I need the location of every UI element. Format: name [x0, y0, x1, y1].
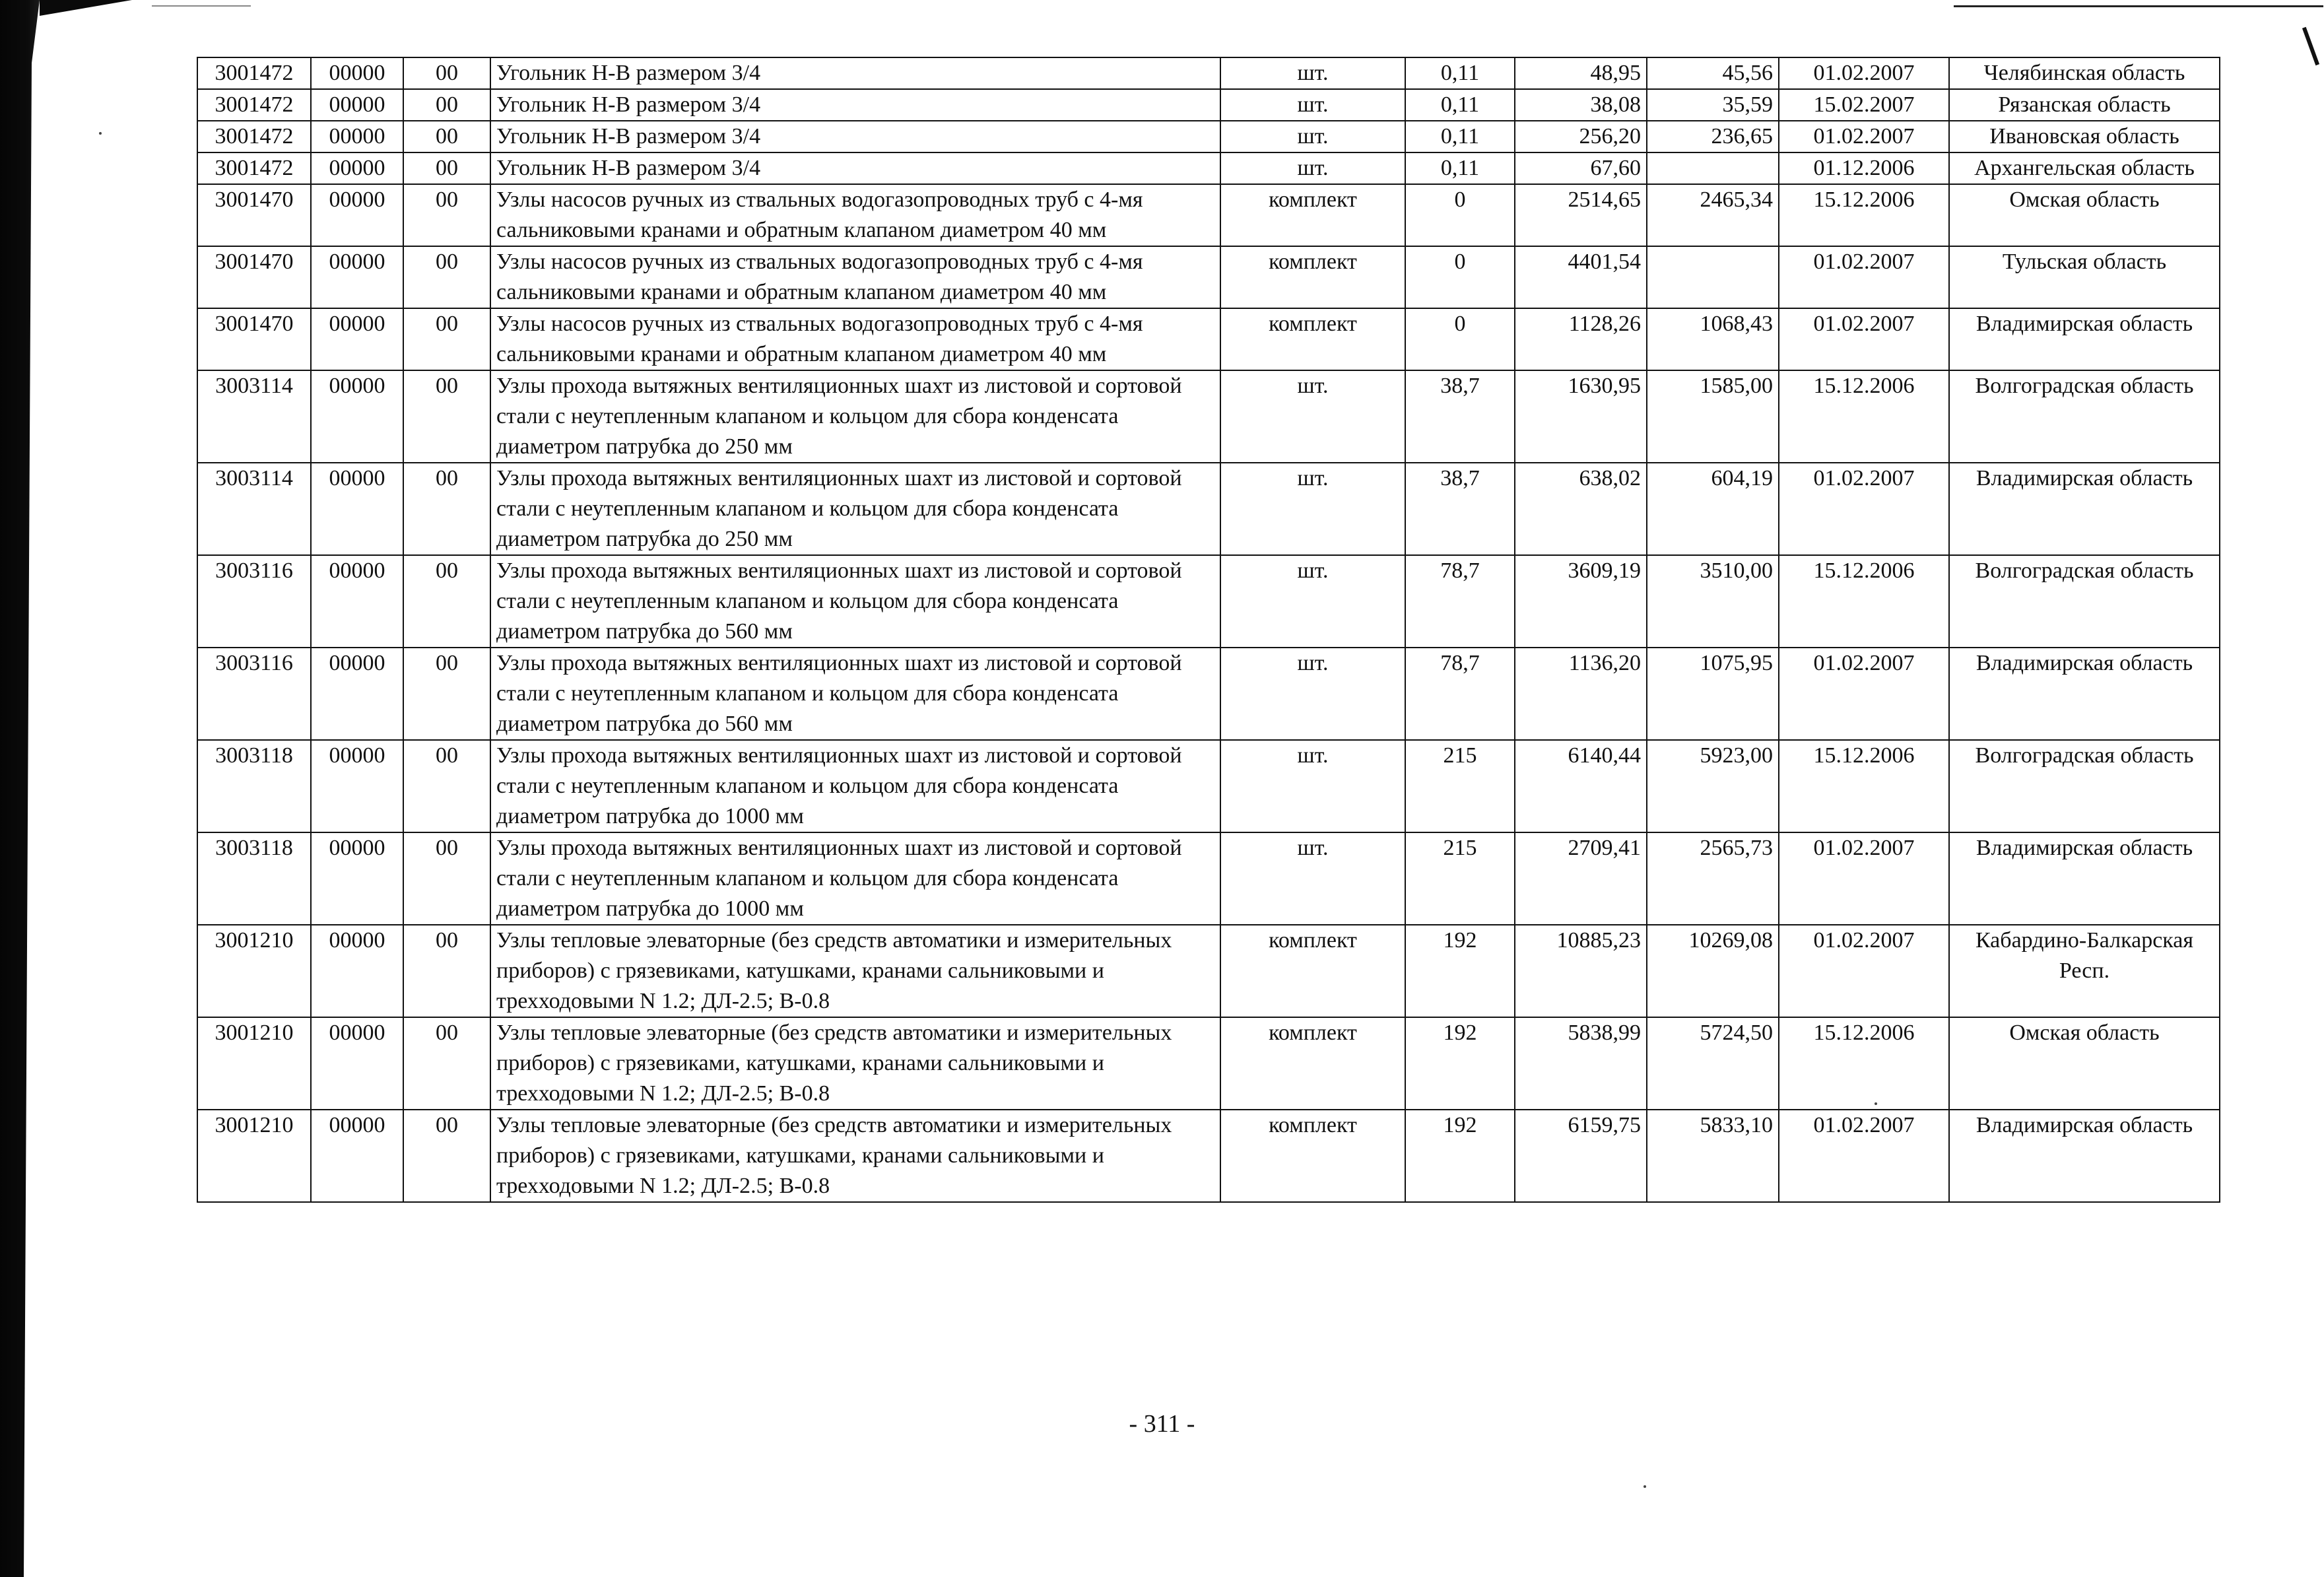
row-date-cell: 15.12.2006	[1779, 1017, 1949, 1110]
row-subcode-cell: 00000	[311, 121, 403, 152]
row-price-cell: 6140,44	[1515, 740, 1647, 832]
row-variant-cell: 00	[403, 463, 490, 555]
row-subcode-cell: 00000	[311, 89, 403, 121]
row-region-cell: Волгоградская область	[1949, 370, 2220, 463]
row-code-cell: 3001472	[197, 121, 311, 152]
row-region-cell: Ивановская область	[1949, 121, 2220, 152]
row-date-cell: 01.02.2007	[1779, 57, 1949, 89]
row-unit-cell: шт.	[1220, 463, 1405, 555]
row-code-cell: 3003114	[197, 463, 311, 555]
row-unit-cell: шт.	[1220, 89, 1405, 121]
row-subcode-cell: 00000	[311, 740, 403, 832]
row-price-cell: 638,02	[1515, 463, 1647, 555]
row-qty-cell: 192	[1405, 1017, 1515, 1110]
row-price-cell: 48,95	[1515, 57, 1647, 89]
row-date-cell: 01.12.2006	[1779, 152, 1949, 184]
row-subcode-cell: 00000	[311, 246, 403, 308]
row-subcode-cell: 00000	[311, 832, 403, 925]
table-row	[197, 184, 2220, 246]
row-name-cell: Узлы прохода вытяжных вентиляционных шахт из листовой и сортовой стали с неутепленным клапаном и кольцом для сбора конденсата диаметром патрубка до 1000 мм	[490, 740, 1220, 832]
row-qty-cell: 192	[1405, 1110, 1515, 1202]
table-row	[197, 740, 2220, 832]
row-unit-cell: комплект	[1220, 925, 1405, 1017]
row-price-cell: 38,08	[1515, 89, 1647, 121]
row-region-cell: Владимирская область	[1949, 1110, 2220, 1202]
row-unit-cell: комплект	[1220, 246, 1405, 308]
row-code-cell: 3003116	[197, 555, 311, 648]
row-unit-cell: комплект	[1220, 308, 1405, 370]
row-unit-cell: шт.	[1220, 648, 1405, 740]
row-date-cell: 15.12.2006	[1779, 370, 1949, 463]
table-row	[197, 246, 2220, 308]
row-region-cell: Тульская область	[1949, 246, 2220, 308]
row-price-no-vat-cell: 5724,50	[1647, 1017, 1779, 1110]
row-price-cell: 5838,99	[1515, 1017, 1647, 1110]
row-variant-cell: 00	[403, 740, 490, 832]
row-price-no-vat-cell: 1068,43	[1647, 308, 1779, 370]
row-code-cell: 3001210	[197, 1017, 311, 1110]
row-unit-cell: шт.	[1220, 740, 1405, 832]
row-code-cell: 3001472	[197, 152, 311, 184]
row-name-cell: Узлы тепловые элеваторные (без средств автоматики и измерительных приборов) с грязевиками, катушками, кранами сальниковыми и трехходовыми N 1.2; ДЛ-2.5; В-0.8	[490, 1017, 1220, 1110]
price-table	[197, 57, 2220, 1203]
row-price-cell: 6159,75	[1515, 1110, 1647, 1202]
scan-speck	[99, 132, 102, 135]
row-unit-cell: комплект	[1220, 184, 1405, 246]
row-date-cell: 01.02.2007	[1779, 121, 1949, 152]
table-row	[197, 1017, 2220, 1110]
row-price-no-vat-cell: 5833,10	[1647, 1110, 1779, 1202]
row-variant-cell: 00	[403, 1017, 490, 1110]
row-qty-cell: 0	[1405, 246, 1515, 308]
row-name-cell: Узлы прохода вытяжных вентиляционных шахт из листовой и сортовой стали с неутепленным клапаном и кольцом для сбора конденсата диаметром патрубка до 560 мм	[490, 555, 1220, 648]
row-region-cell: Волгоградская область	[1949, 740, 2220, 832]
row-unit-cell: шт.	[1220, 832, 1405, 925]
row-unit-cell: шт.	[1220, 555, 1405, 648]
row-date-cell: 15.12.2006	[1779, 555, 1949, 648]
row-qty-cell: 78,7	[1405, 648, 1515, 740]
table-row	[197, 648, 2220, 740]
row-variant-cell: 00	[403, 1110, 490, 1202]
row-region-cell: Омская область	[1949, 1017, 2220, 1110]
row-variant-cell: 00	[403, 648, 490, 740]
row-region-cell: Волгоградская область	[1949, 555, 2220, 648]
row-region-cell: Владимирская область	[1949, 832, 2220, 925]
row-date-cell: 15.02.2007	[1779, 89, 1949, 121]
row-code-cell: 3001472	[197, 57, 311, 89]
table-row	[197, 925, 2220, 1017]
row-name-cell: Угольник Н-В размером 3/4	[490, 89, 1220, 121]
row-subcode-cell: 00000	[311, 308, 403, 370]
row-subcode-cell: 00000	[311, 463, 403, 555]
row-price-cell: 256,20	[1515, 121, 1647, 152]
table-row	[197, 463, 2220, 555]
row-region-cell: Владимирская область	[1949, 463, 2220, 555]
row-region-cell: Кабардино-Балкарская Респ.	[1949, 925, 2220, 1017]
row-price-cell: 67,60	[1515, 152, 1647, 184]
row-variant-cell: 00	[403, 370, 490, 463]
row-name-cell: Узлы тепловые элеваторные (без средств автоматики и измерительных приборов) с грязевиками, катушками, кранами сальниковыми и трехходовыми N 1.2; ДЛ-2.5; В-0.8	[490, 925, 1220, 1017]
row-price-cell: 10885,23	[1515, 925, 1647, 1017]
row-name-cell: Узлы прохода вытяжных вентиляционных шахт из листовой и сортовой стали с неутепленным клапаном и кольцом для сбора конденсата диаметром патрубка до 1000 мм	[490, 832, 1220, 925]
row-date-cell: 01.02.2007	[1779, 463, 1949, 555]
table-row	[197, 89, 2220, 121]
row-qty-cell: 38,7	[1405, 370, 1515, 463]
row-code-cell: 3001470	[197, 184, 311, 246]
table-row	[197, 370, 2220, 463]
row-qty-cell: 192	[1405, 925, 1515, 1017]
row-name-cell: Узлы прохода вытяжных вентиляционных шахт из листовой и сортовой стали с неутепленным клапаном и кольцом для сбора конденсата диаметром патрубка до 250 мм	[490, 463, 1220, 555]
row-price-no-vat-cell: 236,65	[1647, 121, 1779, 152]
row-code-cell: 3001210	[197, 925, 311, 1017]
row-unit-cell: шт.	[1220, 152, 1405, 184]
row-variant-cell: 00	[403, 832, 490, 925]
row-date-cell: 01.02.2007	[1779, 308, 1949, 370]
scan-edge-shadow	[0, 0, 40, 1577]
row-code-cell: 3001470	[197, 246, 311, 308]
row-region-cell: Челябинская область	[1949, 57, 2220, 89]
row-subcode-cell: 00000	[311, 152, 403, 184]
table-row	[197, 308, 2220, 370]
row-price-no-vat-cell: 45,56	[1647, 57, 1779, 89]
row-name-cell: Узлы тепловые элеваторные (без средств автоматики и измерительных приборов) с грязевиками, катушками, кранами сальниковыми и трехходовыми N 1.2; ДЛ-2.5; В-0.8	[490, 1110, 1220, 1202]
row-qty-cell: 0,11	[1405, 89, 1515, 121]
row-code-cell: 3001472	[197, 89, 311, 121]
row-name-cell: Узлы прохода вытяжных вентиляционных шахт из листовой и сортовой стали с неутепленным клапаном и кольцом для сбора конденсата диаметром патрубка до 250 мм	[490, 370, 1220, 463]
row-variant-cell: 00	[403, 555, 490, 648]
row-variant-cell: 00	[403, 57, 490, 89]
table-row	[197, 832, 2220, 925]
row-price-no-vat-cell: 2565,73	[1647, 832, 1779, 925]
row-variant-cell: 00	[403, 925, 490, 1017]
scan-edge-corner	[40, 0, 132, 16]
row-subcode-cell: 00000	[311, 555, 403, 648]
row-subcode-cell: 00000	[311, 184, 403, 246]
row-variant-cell: 00	[403, 152, 490, 184]
row-region-cell: Владимирская область	[1949, 308, 2220, 370]
row-date-cell: 01.02.2007	[1779, 1110, 1949, 1202]
row-price-cell: 1136,20	[1515, 648, 1647, 740]
row-subcode-cell: 00000	[311, 370, 403, 463]
row-unit-cell: комплект	[1220, 1017, 1405, 1110]
row-name-cell: Узлы насосов ручных из ствальных водогазопроводных труб с 4-мя сальниковыми кранами и обратным клапаном диаметром 40 мм	[490, 184, 1220, 246]
row-variant-cell: 00	[403, 184, 490, 246]
row-price-cell: 1128,26	[1515, 308, 1647, 370]
row-price-no-vat-cell: 35,59	[1647, 89, 1779, 121]
top-scan-rule	[1954, 5, 2323, 7]
table-row	[197, 57, 2220, 89]
row-price-no-vat-cell: 1075,95	[1647, 648, 1779, 740]
row-price-cell: 1630,95	[1515, 370, 1647, 463]
row-qty-cell: 0	[1405, 308, 1515, 370]
row-subcode-cell: 00000	[311, 57, 403, 89]
page-number: - 311 -	[1129, 1410, 1195, 1438]
row-price-no-vat-cell	[1647, 246, 1779, 308]
row-name-cell: Узлы насосов ручных из ствальных водогазопроводных труб с 4-мя сальниковыми кранами и обратным клапаном диаметром 40 мм	[490, 308, 1220, 370]
row-price-no-vat-cell: 1585,00	[1647, 370, 1779, 463]
row-unit-cell: шт.	[1220, 370, 1405, 463]
row-date-cell: 01.02.2007	[1779, 925, 1949, 1017]
row-price-no-vat-cell: 3510,00	[1647, 555, 1779, 648]
row-code-cell: 3001210	[197, 1110, 311, 1202]
row-variant-cell: 00	[403, 246, 490, 308]
row-qty-cell: 0,11	[1405, 57, 1515, 89]
row-variant-cell: 00	[403, 308, 490, 370]
row-name-cell: Угольник Н-В размером 3/4	[490, 121, 1220, 152]
row-variant-cell: 00	[403, 89, 490, 121]
row-code-cell: 3003118	[197, 832, 311, 925]
row-region-cell: Омская область	[1949, 184, 2220, 246]
row-subcode-cell: 00000	[311, 1110, 403, 1202]
table-row	[197, 1110, 2220, 1202]
row-region-cell: Архангельская область	[1949, 152, 2220, 184]
row-price-no-vat-cell: 10269,08	[1647, 925, 1779, 1017]
top-scan-rule-left	[152, 5, 251, 7]
row-name-cell: Узлы насосов ручных из ствальных водогазопроводных труб с 4-мя сальниковыми кранами и обратным клапаном диаметром 40 мм	[490, 246, 1220, 308]
row-unit-cell: шт.	[1220, 121, 1405, 152]
row-qty-cell: 38,7	[1405, 463, 1515, 555]
row-code-cell: 3003118	[197, 740, 311, 832]
row-region-cell: Рязанская область	[1949, 89, 2220, 121]
row-subcode-cell: 00000	[311, 925, 403, 1017]
row-price-cell: 3609,19	[1515, 555, 1647, 648]
row-qty-cell: 0,11	[1405, 152, 1515, 184]
row-price-no-vat-cell	[1647, 152, 1779, 184]
scan-mark	[2302, 27, 2319, 65]
row-qty-cell: 0,11	[1405, 121, 1515, 152]
row-qty-cell: 215	[1405, 832, 1515, 925]
scan-speck	[1643, 1485, 1646, 1488]
row-price-cell: 4401,54	[1515, 246, 1647, 308]
row-unit-cell: шт.	[1220, 57, 1405, 89]
row-code-cell: 3001470	[197, 308, 311, 370]
row-subcode-cell: 00000	[311, 648, 403, 740]
row-name-cell: Узлы прохода вытяжных вентиляционных шахт из листовой и сортовой стали с неутепленным клапаном и кольцом для сбора конденсата диаметром патрубка до 560 мм	[490, 648, 1220, 740]
table-row	[197, 121, 2220, 152]
row-unit-cell: комплект	[1220, 1110, 1405, 1202]
row-qty-cell: 215	[1405, 740, 1515, 832]
row-date-cell: 15.12.2006	[1779, 740, 1949, 832]
row-price-no-vat-cell: 604,19	[1647, 463, 1779, 555]
table-row	[197, 555, 2220, 648]
row-variant-cell: 00	[403, 121, 490, 152]
row-code-cell: 3003116	[197, 648, 311, 740]
row-price-cell: 2709,41	[1515, 832, 1647, 925]
row-qty-cell: 0	[1405, 184, 1515, 246]
row-price-no-vat-cell: 5923,00	[1647, 740, 1779, 832]
row-date-cell: 15.12.2006	[1779, 184, 1949, 246]
row-price-no-vat-cell: 2465,34	[1647, 184, 1779, 246]
table-body	[197, 57, 2220, 1202]
row-region-cell: Владимирская область	[1949, 648, 2220, 740]
table-row	[197, 152, 2220, 184]
row-date-cell: 01.02.2007	[1779, 246, 1949, 308]
row-date-cell: 01.02.2007	[1779, 648, 1949, 740]
row-code-cell: 3003114	[197, 370, 311, 463]
row-name-cell: Угольник Н-В размером 3/4	[490, 57, 1220, 89]
row-name-cell: Угольник Н-В размером 3/4	[490, 152, 1220, 184]
row-date-cell: 01.02.2007	[1779, 832, 1949, 925]
row-subcode-cell: 00000	[311, 1017, 403, 1110]
row-qty-cell: 78,7	[1405, 555, 1515, 648]
row-price-cell: 2514,65	[1515, 184, 1647, 246]
